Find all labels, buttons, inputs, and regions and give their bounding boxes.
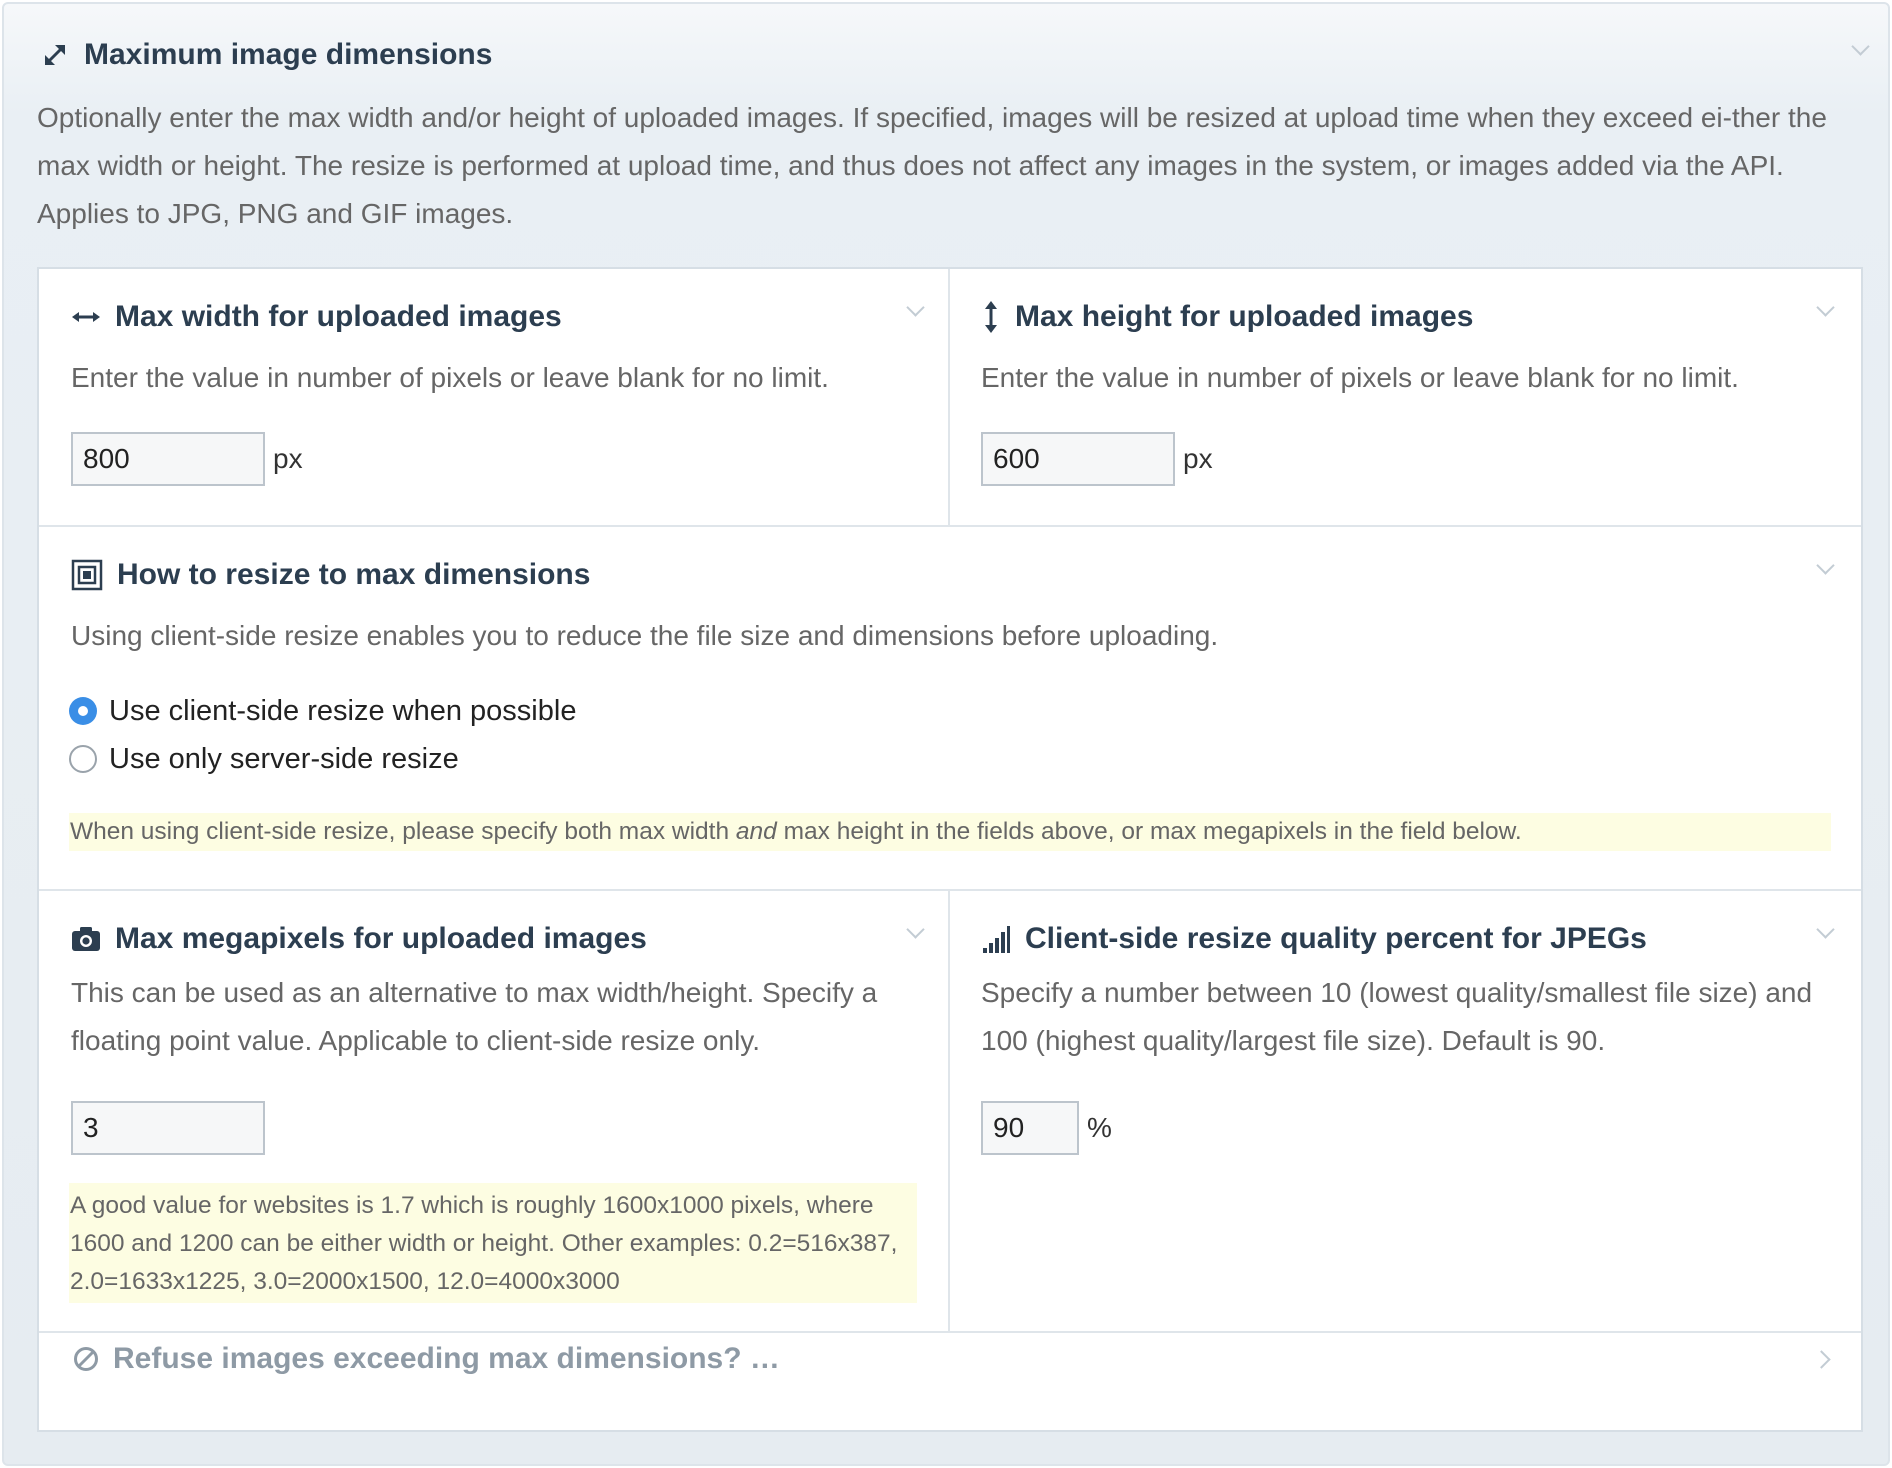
quality-unit: % [1087, 1112, 1112, 1143]
megapixels-header[interactable] [71, 921, 647, 957]
max-width-chevron-icon[interactable] [906, 298, 924, 316]
section-header[interactable] [42, 38, 492, 72]
max-height-header[interactable] [981, 299, 1473, 335]
divider [39, 1331, 1861, 1333]
note-emphasis: and [735, 818, 777, 845]
megapixels-description: This can be used as an alternative to max width/height. Specify a floating point value. Applicable to client-side resize only. [71, 977, 878, 1056]
resize-method-header[interactable] [71, 557, 590, 593]
max-width-title: Max width for uploaded images [115, 300, 562, 333]
max-height-unit: px [1183, 443, 1213, 474]
radio-server-side-label: Use only server-side resize [109, 742, 459, 775]
divider [948, 269, 950, 525]
refuse-images-title: Refuse images exceeding max dimensions? … [113, 1342, 780, 1375]
max-width-unit: px [273, 443, 303, 474]
quality-chevron-icon[interactable] [1816, 920, 1834, 938]
quality-header[interactable] [981, 921, 1647, 957]
max-height-input[interactable] [981, 432, 1175, 486]
max-height-chevron-icon[interactable] [1816, 298, 1834, 316]
resize-method-description: Using client-side resize enables you to reduce the file size and dimensions before uploading. [71, 620, 1219, 651]
radio-client-side[interactable] [69, 693, 576, 729]
resize-method-title: How to resize to max dimensions [117, 558, 591, 591]
quality-input[interactable] [981, 1101, 1079, 1155]
refuse-chevron-right-icon[interactable] [1812, 1350, 1830, 1368]
ban-icon [73, 1346, 99, 1372]
horizontal-arrows-icon [71, 302, 101, 332]
camera-icon [71, 924, 101, 954]
section-description: Optionally enter the max width and/or height of uploaded images. If specified, images will be resized at upload time when they exceed ei-ther the max width or height. The resize is performed at upload time, and thus does not affect any images in the system, or images added via the API. Applies to JPG, PNG and GIF images. [37, 102, 1827, 229]
megapixels-title: Max megapixels for uploaded images [115, 922, 647, 955]
crop-frame-icon [71, 559, 103, 591]
radio-server-side-control[interactable] [69, 745, 97, 773]
max-width-description: Enter the value in number of pixels or leave blank for no limit. [71, 362, 829, 393]
max-height-title: Max height for uploaded images [1015, 300, 1474, 333]
note-text: When using client-side resize, please specify both max width [70, 818, 736, 845]
radio-server-side[interactable] [69, 741, 459, 777]
refuse-images-row[interactable] [73, 1341, 780, 1377]
megapixels-chevron-icon[interactable] [906, 920, 924, 938]
max-width-input[interactable] [71, 432, 265, 486]
megapixels-input[interactable] [71, 1101, 265, 1155]
quality-description: Specify a number between 10 (lowest quality/smallest file size) and 100 (highest quality/largest file size). Default is 90. [981, 977, 1813, 1056]
max-image-dimensions-section [2, 2, 1890, 1466]
section-collapse-chevron-icon[interactable] [1851, 37, 1869, 55]
divider [39, 525, 1861, 527]
section-title: Maximum image dimensions [84, 38, 493, 71]
expand-arrows-icon [42, 42, 68, 68]
radio-client-side-control[interactable] [69, 697, 97, 725]
radio-client-side-label: Use client-side resize when possible [109, 694, 577, 727]
divider [948, 889, 950, 1331]
megapixels-note: A good value for websites is 1.7 which is roughly 1600x1000 pixels, where 1600 and 1200 can be either width or height. Other examples: 0.2=516x387, 2.0=1633x1225, 3.0=2000x1500, 12.0=4000x3000 [69, 1183, 917, 1303]
quality-title: Client-side resize quality percent for JPEGs [1025, 922, 1647, 955]
settings-grid [37, 267, 1863, 1432]
max-width-header[interactable] [71, 299, 562, 335]
divider [39, 889, 1861, 891]
client-side-resize-note [69, 813, 1831, 851]
vertical-arrows-icon [981, 300, 1001, 334]
max-height-description: Enter the value in number of pixels or leave blank for no limit. [981, 362, 1739, 393]
resize-method-chevron-icon[interactable] [1816, 556, 1834, 574]
signal-bars-icon [981, 924, 1011, 954]
note-text: max height in the fields above, or max megapixels in the field below. [776, 818, 1522, 845]
